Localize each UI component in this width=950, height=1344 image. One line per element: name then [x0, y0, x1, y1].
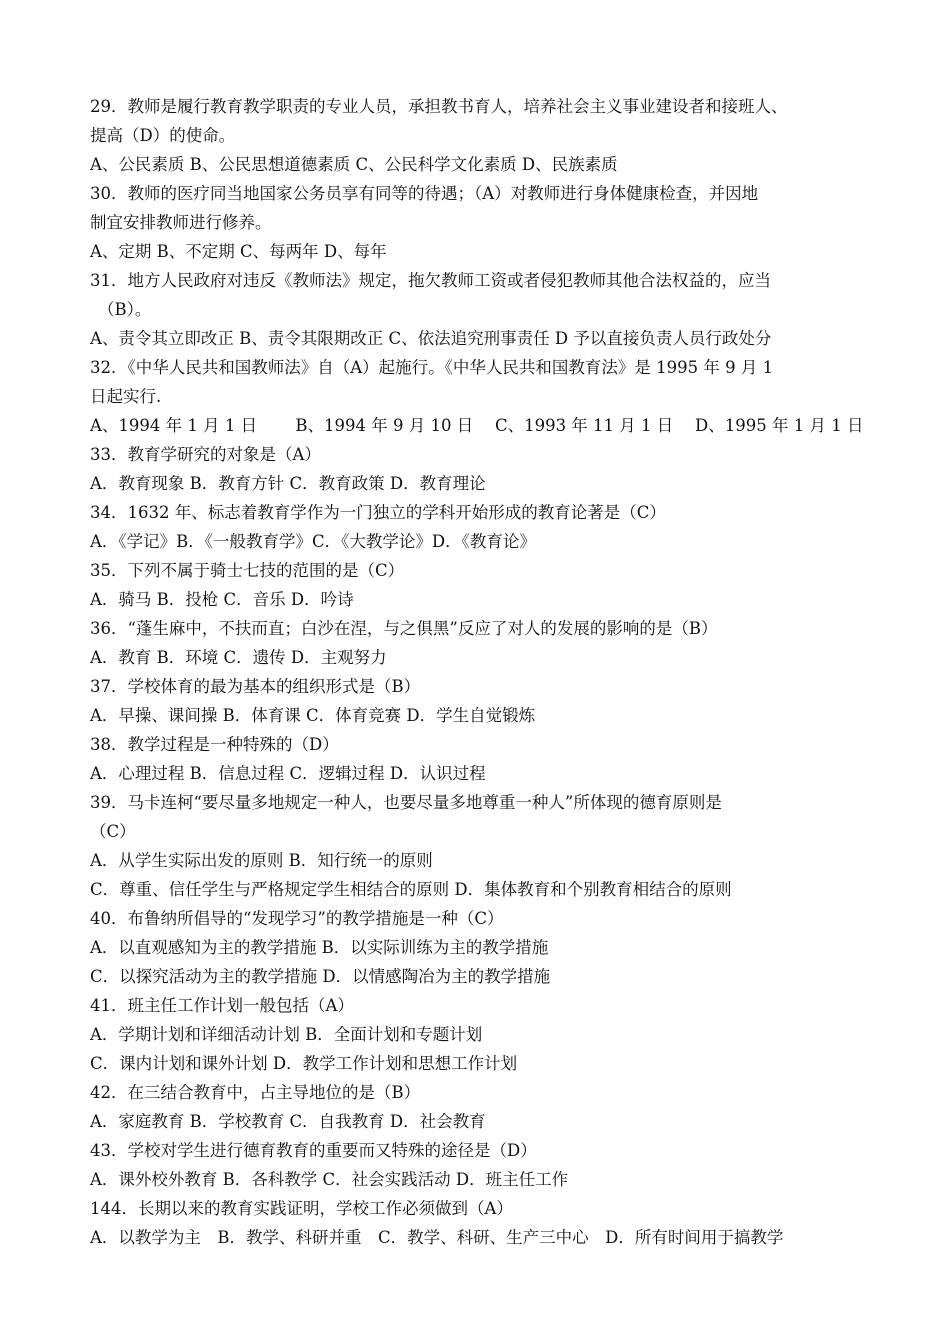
text-line: A、公民素质 B、公民思想道德素质 C、公民科学文化素质 D、民族素质: [90, 155, 618, 174]
text-line: A．《学记》B．《一般教育学》C．《大教学论》D．《教育论》: [90, 532, 536, 551]
text-line: （B）。: [98, 300, 152, 319]
text-line: A．以教学为主 B．教学、科研并重 C．教学、科研、生产三中心 D．所有时间用于搞教学: [90, 1228, 784, 1247]
text-line: 33．教育学研究的对象是（A）: [90, 445, 321, 464]
text-line: A．家庭教育 B．学校教育 C．自我教育 D．社会教育: [90, 1112, 486, 1131]
text-line: 31．地方人民政府对违反《教师法》规定，拖欠教师工资或者侵犯教师其他合法权益的，应当: [90, 271, 771, 290]
text-line: A．学期计划和详细活动计划 B．全面计划和专题计划: [90, 1025, 483, 1044]
text-line: A．以直观感知为主的教学措施 B．以实际训练为主的教学措施: [90, 938, 549, 957]
document-page: [90, 92, 880, 1252]
text-line: 38．教学过程是一种特殊的（D）: [90, 735, 339, 754]
text-line: 42．在三结合教育中，占主导地位的是（B）: [90, 1083, 421, 1102]
text-line: 35．下列不属于骑士七技的范围的是（C）: [90, 561, 405, 580]
text-line: A．教育现象 B．教育方针 C．教育政策 D．教育理论: [90, 474, 486, 493]
text-line: 37．学校体育的最为基本的组织形式是（B）: [90, 677, 421, 696]
text-line: C．尊重、信任学生与严格规定学生相结合的原则 D．集体教育和个别教育相结合的原则: [90, 880, 732, 899]
text-line: 30．教师的医疗同当地国家公务员享有同等的待遇；（A）对教师进行身体健康检查，并因地: [90, 184, 759, 203]
text-line: A．骑马 B．投枪 C．音乐 D．吟诗: [90, 590, 354, 609]
text-line: A、责令其立即改正 B、责令其限期改正 C、依法追究刑事责任 D 予以直接负责人员行政处分: [90, 329, 772, 348]
text-line: 制宜安排教师进行修养。: [90, 213, 272, 232]
text-line: C．课内计划和课外计划 D．教学工作计划和思想工作计划: [90, 1054, 518, 1073]
text-line: 36．“蓬生麻中，不扶而直；白沙在涅，与之俱黑”反应了对人的发展的影响的是（B）: [90, 619, 718, 638]
text-line: 41．班主任工作计划一般包括（A）: [90, 996, 354, 1015]
text-line: A．从学生实际出发的原则 B．知行统一的原则: [90, 851, 433, 870]
text-line: （C）: [90, 822, 136, 841]
text-line: 日起实行.: [90, 387, 162, 406]
text-line: A．早操、课间操 B．体育课 C．体育竞赛 D．学生自觉锻炼: [90, 706, 536, 725]
text-line: A．教育 B．环境 C．遗传 D．主观努力: [90, 648, 387, 667]
text-line: C．以探究活动为主的教学措施 D．以情感陶冶为主的教学措施: [90, 967, 551, 986]
text-line: 29．教师是履行教育教学职责的专业人员，承担教书育人，培养社会主义事业建设者和接班人、: [90, 97, 788, 116]
text-line: A．心理过程 B．信息过程 C．逻辑过程 D．认识过程: [90, 764, 486, 783]
text-line: 43．学校对学生进行德育教育的重要而又特殊的途径是（D）: [90, 1141, 537, 1160]
text-line: A、1994 年 1 月 1 日 B、1994 年 9 月 10 日 C、1993 年 11 月 1 日 D、1995 年 1 月 1 日: [90, 416, 864, 435]
text-line: 144．长期以来的教育实践证明，学校工作必须做到（A）: [90, 1199, 513, 1218]
text-line: 34．1632 年、标志着教育学作为一门独立的学科开始形成的教育论著是（C）: [90, 503, 666, 522]
text-line: 39．马卡连柯“要尽量多地规定一种人，也要尽量多地尊重一种人”所体现的德育原则是: [90, 793, 722, 812]
text-line: 提高（D）的使命。: [90, 126, 236, 145]
text-line: 32．《中华人民共和国教师法》自（A）起施行。《中华人民共和国教育法》是 1995 年 9 月 1: [90, 358, 774, 377]
text-line: 40．布鲁纳所倡导的“发现学习”的教学措施是一种（C）: [90, 909, 504, 928]
text-line: A．课外校外教育 B．各科教学 C．社会实践活动 D．班主任工作: [90, 1170, 569, 1189]
text-line: A、定期 B、不定期 C、每两年 D、每年: [90, 242, 387, 261]
